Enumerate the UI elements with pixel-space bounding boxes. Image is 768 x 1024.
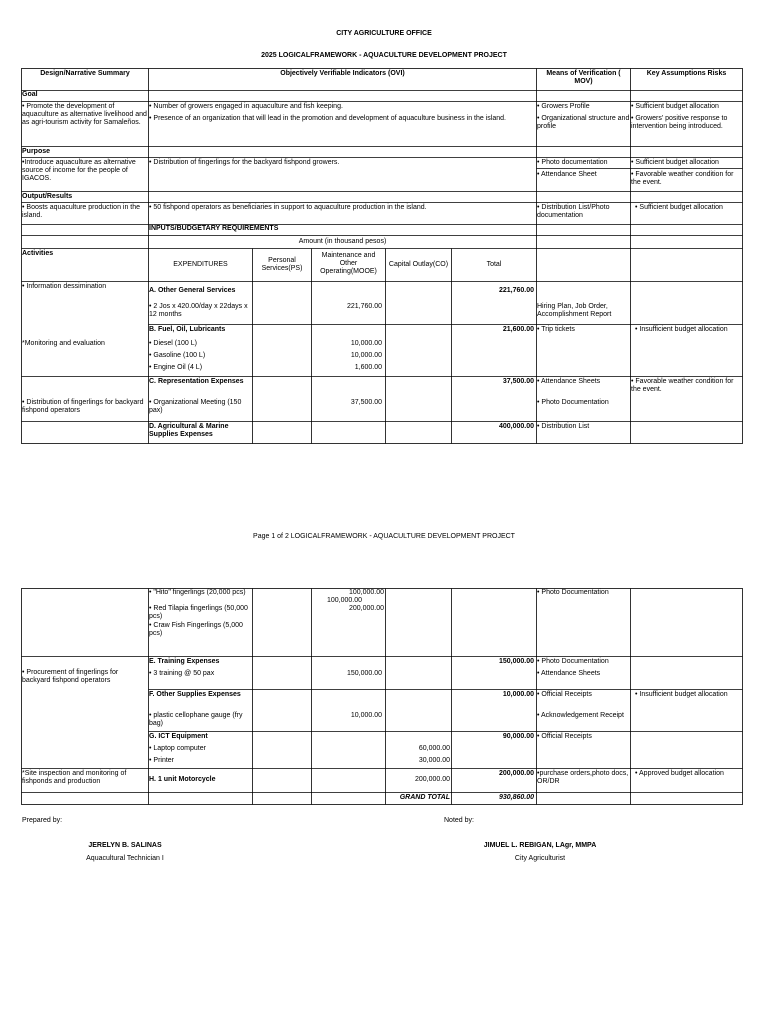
grand-total-value: 930,860.00 xyxy=(498,794,534,801)
d-item-crawfish: • Craw Fish Fingerlings (5,000 pcs) xyxy=(149,622,243,637)
e-mooe: 150,000.00 xyxy=(346,670,382,677)
f-total: 10,000.00 xyxy=(502,691,534,698)
col-ovi-header: Objectively Verifiable Indicators (OVI) xyxy=(280,70,405,77)
a-total: 221,760.00 xyxy=(498,287,534,294)
goal-narrative: • Promote the development of aquaculture as alternative livelihood and as agri-tourism activity for Samaleños. xyxy=(22,103,147,126)
b-mov: • Trip tickets xyxy=(537,326,575,333)
purpose-mov-1: • Photo documentation xyxy=(537,159,608,166)
e-mov-1: • Photo Documentation xyxy=(537,658,609,665)
noter-name: JIMUEL L. REBIGAN, LAgr, MMPA xyxy=(483,842,597,849)
activity-distribution: • Distribution of fingerlings for backyard fishpond operators xyxy=(22,399,144,414)
purpose-narrative: •Introduce aquaculture as alternative source of income for the people of IGACOS. xyxy=(22,159,136,182)
f-mov-1: • Official Receipts xyxy=(537,691,592,698)
noter-title: City Agriculturist xyxy=(514,855,566,862)
goal-mov-2: • Organizational structure and profile xyxy=(537,115,630,130)
document-title: 2025 LOGICALFRAMEWORK - AQUACULTURE DEVELOPMENT PROJECT xyxy=(261,52,507,59)
purpose-risk-2: • Favorable weather condition for the event. xyxy=(631,171,734,186)
output-ovi: • 50 fishpond operators as beneficiaries in support to aquaculture production in the island. xyxy=(149,204,427,211)
ps-header: Personal Services(PS) xyxy=(261,257,303,272)
goal-ovi-1: • Number of growers engaged in aquaculture and fish keeping. xyxy=(149,103,343,110)
g-mov: • Official Receipts xyxy=(537,733,592,740)
g-item-printer: • Printer xyxy=(149,757,175,764)
col-risks-header: Key Assumptions Risks xyxy=(646,70,727,77)
a-mooe: 221,760.00 xyxy=(346,303,382,310)
b-value-engine-oil: 1,600.00 xyxy=(354,364,382,371)
goal-ovi-2: • Presence of an organization that will lead in the promotion and development of aquaculture business in the island. xyxy=(149,115,506,122)
c-item: • Organizational Meeting (150 pax) xyxy=(149,399,242,414)
c-risk: • Favorable weather condition for the event. xyxy=(631,378,734,393)
purpose-label: Purpose xyxy=(22,148,51,155)
d-value-1: 100,000.00 xyxy=(348,589,384,596)
preparer-title: Aquacultural Technician I xyxy=(86,855,164,862)
g-value-laptop: 60,000.00 xyxy=(418,745,450,752)
total-header: Total xyxy=(486,261,502,268)
e-total: 150,000.00 xyxy=(498,658,534,665)
c-title: C. Representation Expenses xyxy=(149,378,244,385)
preparer-name: JERELYN B. SALINAS xyxy=(88,842,162,849)
d-mov-photo: • Photo Documentation xyxy=(537,589,609,596)
h-title: H. 1 unit Motorcycle xyxy=(149,776,216,783)
office-title: CITY AGRICULTURE OFFICE xyxy=(336,30,432,37)
d-total: 400,000.00 xyxy=(498,423,534,430)
c-total: 37,500.00 xyxy=(502,378,534,385)
f-mooe: 10,000.00 xyxy=(350,712,382,719)
output-mov: • Distribution List/Photo documentation xyxy=(537,204,610,219)
prepared-by-label: Prepared by: xyxy=(22,817,63,824)
page-footer: Page 1 of 2 LOGICALFRAMEWORK - AQUACULTURE DEVELOPMENT PROJECT xyxy=(253,533,515,540)
activities-label: Activities xyxy=(22,250,54,257)
activity-procurement: • Procurement of fingerlings for backyard fishpond operators xyxy=(22,669,119,684)
amount-label: Amount (in thousand pesos) xyxy=(298,238,387,245)
e-item: • 3 training @ 50 pax xyxy=(149,670,215,677)
c-mooe: 37,500.00 xyxy=(350,399,382,406)
f-mov-2: • Acknowledgement Receipt xyxy=(537,712,624,719)
h-total: 200,000.00 xyxy=(498,770,534,777)
activity-monitoring: *Monitoring and evaluation xyxy=(22,340,105,347)
h-mov: •purchase orders,photo docs, OR/DR xyxy=(537,770,629,785)
g-item-laptop: • Laptop computer xyxy=(149,745,206,752)
expenditures-header: EXPENDITURES xyxy=(173,261,228,268)
mooe-header: Maintenance and Other Operating(MOOE) xyxy=(320,252,377,275)
d-mov: • Distribution List xyxy=(537,423,590,430)
grand-total-label: GRAND TOTAL xyxy=(399,794,450,801)
b-total: 21,600.00 xyxy=(502,326,534,333)
col-design-header: Design/Narrative Summary xyxy=(40,70,130,77)
d-title: D. Agricultural & Marine Supplies Expenses xyxy=(149,423,229,438)
goal-mov-1: • Growers Profile xyxy=(537,103,590,110)
col-mov-header: Means of Verification ( MOV) xyxy=(546,70,621,85)
f-risk: • Insufficient budget allocation xyxy=(635,691,728,698)
h-co: 200,000.00 xyxy=(414,776,450,783)
g-value-printer: 30,000.00 xyxy=(418,757,450,764)
e-title: E. Training Expenses xyxy=(149,658,220,665)
output-narrative: • Boosts aquaculture production in the island. xyxy=(22,204,141,219)
g-total: 90,000.00 xyxy=(502,733,534,740)
c-mov-1: • Attendance Sheets xyxy=(537,378,601,385)
co-header: Capital Outlay(CO) xyxy=(388,261,449,268)
activity-site-inspection: *Site inspection and monitoring of fishponds and production xyxy=(22,770,127,785)
goal-risk-1: • Sufficient budget allocation xyxy=(631,103,719,110)
d-item-tilapia: • Red Tilapia fingerlings (50,000 pcs) xyxy=(149,605,248,620)
b-value-diesel: 10,000.00 xyxy=(350,340,382,347)
h-risk: • Approved budget allocation xyxy=(635,770,724,777)
d-value-3: 200,000.00 xyxy=(348,605,384,612)
g-title: G. ICT Equipment xyxy=(149,733,208,740)
b-item-gasoline: • Gasoline (100 L) xyxy=(149,352,206,359)
purpose-mov-2: • Attendance Sheet xyxy=(537,171,597,178)
c-mov-2: • Photo Documentation xyxy=(537,399,609,406)
purpose-risk-1: • Sufficient budget allocation xyxy=(631,159,719,166)
b-risk: • Insufficient budget allocation xyxy=(635,326,728,333)
a-title: A. Other General Services xyxy=(149,287,236,294)
d-item-hito: • "Hito" fingerlings (20,000 pcs) xyxy=(149,589,246,596)
b-value-gasoline: 10,000.00 xyxy=(350,352,382,359)
a-item: • 2 Jos x 420.00/day x 22days x 12 months xyxy=(149,303,248,318)
b-item-diesel: • Diesel (100 L) xyxy=(149,340,197,347)
b-title: B. Fuel, Oil, Lubricants xyxy=(149,326,226,333)
output-label: Output/Results xyxy=(22,193,73,200)
e-mov-2: • Attendance Sheets xyxy=(537,670,601,677)
output-risk: • Sufficient budget allocation xyxy=(635,204,723,211)
goal-risk-2: • Growers' positive response to intervention being introduced. xyxy=(631,115,728,130)
noted-by-label: Noted by: xyxy=(444,817,474,824)
inputs-title: INPUTS/BUDGETARY REQUIREMENTS xyxy=(149,225,279,232)
f-title: F. Other Supplies Expenses xyxy=(149,691,241,698)
a-mov: Hiring Plan, Job Order, Accomplishment Report xyxy=(537,303,612,318)
purpose-ovi: • Distribution of fingerlings for the backyard fishpond growers. xyxy=(149,159,340,166)
f-item: • plastic cellophane gauge (fry bag) xyxy=(149,712,243,727)
activity-info-dissemination: • Information dessimination xyxy=(22,283,107,290)
d-value-2: 100,000.00 xyxy=(327,597,363,604)
b-item-engine-oil: • Engine Oil (4 L) xyxy=(149,364,203,371)
goal-label: Goal xyxy=(22,91,38,98)
